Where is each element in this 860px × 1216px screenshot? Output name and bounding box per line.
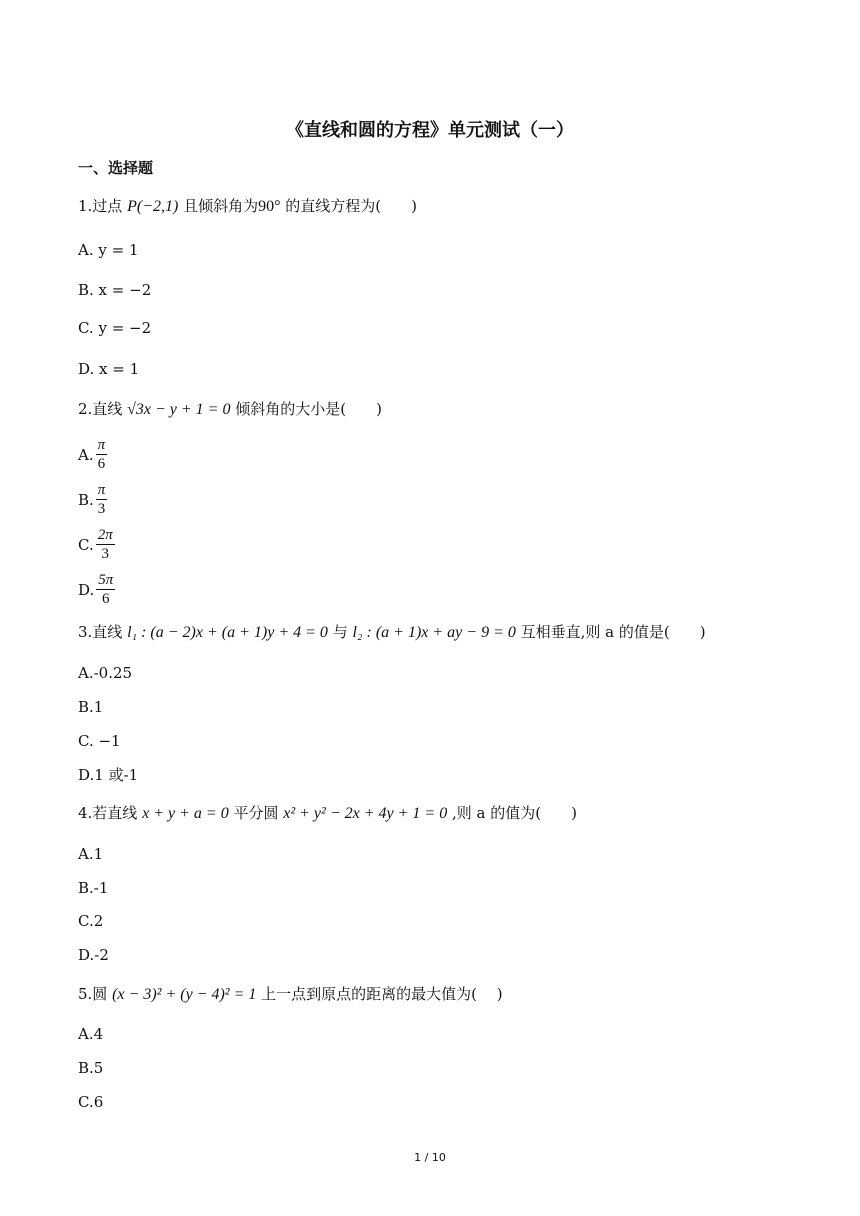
question-text: 5.圆 xyxy=(78,985,113,1003)
option-label: B. xyxy=(78,490,94,509)
q3-option-c: C. −1 xyxy=(78,732,121,750)
question-text: 3.直线 xyxy=(78,623,128,641)
q3-option-b: B.1 xyxy=(78,698,104,716)
q3-option-d: D.1 或-1 xyxy=(78,766,139,784)
question-3 xyxy=(78,622,706,643)
fraction xyxy=(96,436,108,473)
question-text: 1.过点 xyxy=(78,197,128,215)
q2-option-a xyxy=(78,436,107,473)
math-expression: l₁ : (a − 2)x + (a + 1)y + 4 = 0 xyxy=(127,624,328,641)
fraction-numerator: π xyxy=(97,482,106,498)
fraction xyxy=(96,571,115,608)
q4-option-b: B.-1 xyxy=(78,879,109,897)
question-text: 2.直线 xyxy=(78,400,128,418)
option-label: A. xyxy=(78,445,94,464)
q1-option-a: A. y = 1 xyxy=(78,241,139,259)
fraction-denominator: 6 xyxy=(97,456,106,472)
math-expression: x² + y² − 2x + 4y + 1 = 0 xyxy=(283,805,448,822)
fraction-denominator: 3 xyxy=(97,501,106,517)
math-expression: √3x − y + 1 = 0 xyxy=(127,401,231,418)
page-number: 1 / 10 xyxy=(414,1151,446,1164)
math-expression: 90° xyxy=(258,198,281,215)
document-title: 《直线和圆的方程》单元测试（一） xyxy=(286,120,574,141)
fraction-denominator: 3 xyxy=(101,546,109,562)
q5-option-a: A.4 xyxy=(78,1025,104,1043)
question-text: 倾斜角的大小是( ) xyxy=(230,400,382,418)
question-text: 互相垂直,则 a 的值是( ) xyxy=(515,623,706,641)
q3-option-a: A.-0.25 xyxy=(78,664,133,682)
q1-option-c: C. y = −2 xyxy=(78,319,152,337)
q2-option-c xyxy=(78,526,115,563)
q5-option-b: B.5 xyxy=(78,1059,104,1077)
q4-option-d: D.-2 xyxy=(78,946,109,964)
math-expression: (x − 3)² + (y − 4)² = 1 xyxy=(112,986,257,1003)
question-4 xyxy=(78,803,577,824)
fraction-denominator: 6 xyxy=(102,591,110,607)
question-text: 平分圆 xyxy=(228,804,284,822)
q4-option-c: C.2 xyxy=(78,912,104,930)
q1-option-b: B. x = −2 xyxy=(78,281,152,299)
option-label: D. xyxy=(78,580,95,599)
math-expression: P(−2,1) xyxy=(127,198,179,215)
q2-option-d xyxy=(78,571,115,608)
question-2 xyxy=(78,399,382,420)
fraction xyxy=(96,526,115,563)
q1-option-d: D. x = 1 xyxy=(78,360,140,378)
question-text: 且倾斜角为 xyxy=(178,197,259,215)
question-5 xyxy=(78,984,503,1005)
question-text: 4.若直线 xyxy=(78,804,143,822)
question-1 xyxy=(78,196,417,217)
math-expression: l₂ : (a + 1)x + ay − 9 = 0 xyxy=(352,624,516,641)
option-label: C. xyxy=(78,535,94,554)
q4-option-a: A.1 xyxy=(78,845,104,863)
math-expression: x + y + a = 0 xyxy=(142,805,229,822)
question-text: ,则 a 的值为( ) xyxy=(447,804,577,822)
q2-option-b xyxy=(78,481,107,518)
fraction xyxy=(96,481,108,518)
question-text: 与 xyxy=(327,623,353,641)
fraction-numerator: 5π xyxy=(98,572,114,588)
section-heading: 一、选择题 xyxy=(78,159,154,177)
question-text: 的直线方程为( ) xyxy=(280,197,417,215)
q5-option-c: C.6 xyxy=(78,1093,104,1111)
question-text: 上一点到原点的距离的最大值为( ) xyxy=(256,985,503,1003)
fraction-numerator: π xyxy=(97,437,106,453)
fraction-numerator: 2π xyxy=(97,527,113,543)
